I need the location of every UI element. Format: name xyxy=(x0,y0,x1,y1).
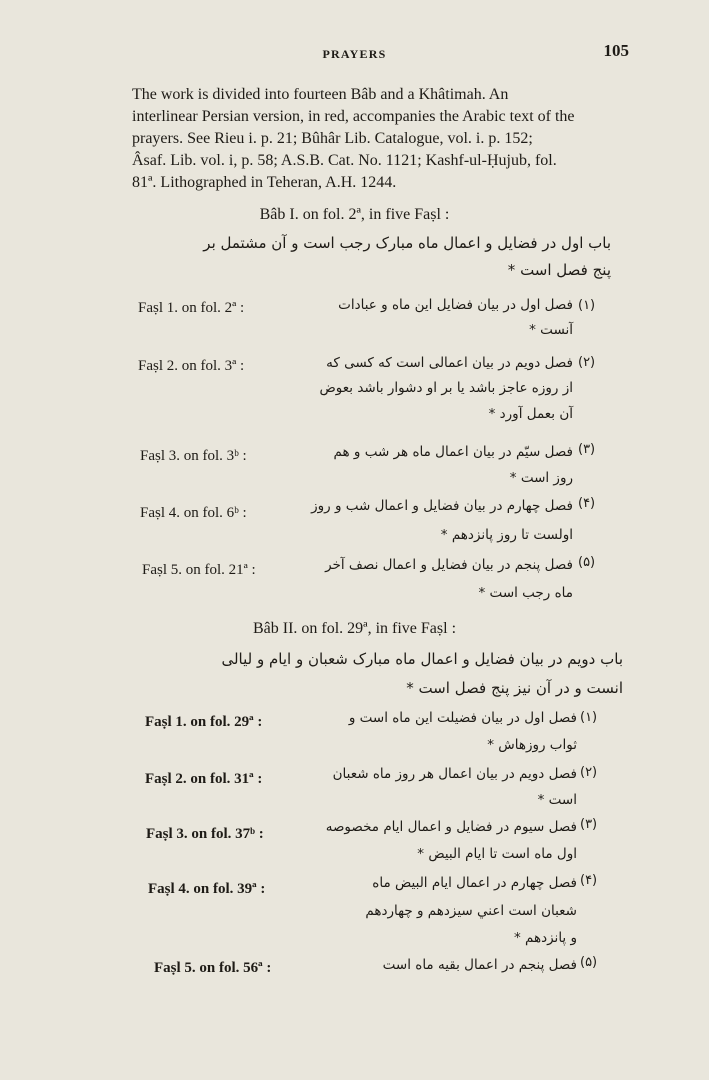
bab1-fasl-2-label: Faṣl 2. on fol. 3ª : xyxy=(138,358,245,374)
running-head: PRAYERS xyxy=(322,47,387,61)
bab2-fasl-5-number: (۵) xyxy=(580,955,598,970)
bab-2-arabic-line: باب دویم در بیان فضایل و اعمال ماه مبارک شعبان و ایام و لیالی xyxy=(221,650,623,668)
bab2-fasl-1-arabic: ثواب روزهاش * xyxy=(487,737,577,753)
bab2-fasl-3-arabic: فصل سیوم در فضایل و اعمال ایام مخصوصه xyxy=(325,819,577,835)
bab2-fasl-4-arabic: فصل چهارم در اعمال ایام البیض ماه xyxy=(372,875,577,891)
bab2-fasl-4-label: Faṣl 4. on fol. 39ª : xyxy=(148,881,266,897)
bab2-fasl-4-arabic: شعبان است اعني سیزدهم و چهاردهم xyxy=(365,903,577,919)
bab1-fasl-5-number: (۵) xyxy=(578,555,596,570)
bab1-fasl-1-arabic: آنست * xyxy=(529,322,573,338)
bab-2-heading: Bâb II. on fol. 29ª, in five Faṣl : xyxy=(252,620,457,637)
bab1-fasl-5-arabic: فصل پنجم در بیان فضایل و اعمال نصف آخر xyxy=(325,557,573,573)
intro-paragraph xyxy=(132,84,632,194)
bab2-fasl-1-number: (۱) xyxy=(580,710,598,725)
bab-1-arabic-line: پنج فصل است * xyxy=(507,261,611,279)
intro-line: Âsaf. Lib. vol. i, p. 58; A.S.B. Cat. No. 1121; Kashf-ul-Ḥujub, fol. xyxy=(132,152,557,169)
bab-1-arabic-line: باب اول در فضایل و اعمال ماه مبارک رجب است و آن مشتمل بر xyxy=(203,234,611,252)
bab1-fasl-2-arabic: از روزه عاجز باشد یا بر او دشوار باشد بعوض xyxy=(319,380,573,396)
bab1-fasl-1-label: Faṣl 1. on fol. 2ª : xyxy=(138,300,245,316)
bab1-fasl-3-number: (۳) xyxy=(578,442,596,457)
bab2-fasl-1-arabic: فصل اول در بیان فضیلت این ماه است و xyxy=(348,710,577,726)
bab2-fasl-2-arabic: فصل دویم در بیان اعمال هر روز ماه شعبان xyxy=(332,766,577,782)
bab1-fasl-4-arabic: فصل چهارم در بیان فضایل و اعمال شب و روز xyxy=(311,498,573,514)
bab1-fasl-2-number: (۲) xyxy=(578,355,596,370)
intro-line: interlinear Persian version, in red, accompanies the Arabic text of the xyxy=(132,108,575,125)
bab2-fasl-3-arabic: اول ماه است تا ایام البیض * xyxy=(417,846,577,862)
bab2-fasl-3-label: Faṣl 3. on fol. 37ᵇ : xyxy=(146,826,264,842)
bab1-fasl-5-label: Faṣl 5. on fol. 21ª : xyxy=(142,562,256,578)
bab2-fasl-4-arabic: و پانزدهم * xyxy=(513,930,577,946)
bab1-fasl-3-label: Faṣl 3. on fol. 3ᵇ : xyxy=(140,448,247,464)
bab-2-arabic-line: انست و در آن نیز پنج فصل است * xyxy=(406,679,623,697)
bab1-fasl-2-arabic: آن بعمل آورد * xyxy=(488,406,573,422)
intro-line: The work is divided into fourteen Bâb and a Khâtimah. An xyxy=(132,86,509,103)
intro-line: 81ª. Lithographed in Teheran, A.H. 1244. xyxy=(132,174,397,191)
intro-line: prayers. See Rieu i. p. 21; Bûhâr Lib. Catalogue, vol. i. p. 152; xyxy=(132,130,533,147)
bab1-fasl-5-arabic: ماه رجب است * xyxy=(478,585,573,601)
bab2-fasl-3-number: (۳) xyxy=(580,817,598,832)
bab-1-heading: Bâb I. on fol. 2ª, in five Faṣl : xyxy=(259,206,450,223)
bab1-fasl-1-arabic: فصل اول در بیان فضایل این ماه و عبادات xyxy=(338,297,573,313)
bab2-fasl-5-arabic: فصل پنجم در اعمال بقیه ماه است xyxy=(382,957,577,973)
bab1-fasl-4-label: Faṣl 4. on fol. 6ᵇ : xyxy=(140,505,247,521)
bab2-fasl-2-arabic: است * xyxy=(537,792,577,808)
bab2-fasl-5-label: Faṣl 5. on fol. 56ª : xyxy=(154,960,272,976)
bab1-fasl-3-arabic: فصل سیّم در بیان اعمال ماه هر شب و هم xyxy=(333,444,573,460)
bab2-fasl-2-number: (۲) xyxy=(580,765,598,780)
bab1-fasl-4-arabic: اولست تا روز پانزدهم * xyxy=(440,527,573,543)
bab1-fasl-2-arabic: فصل دویم در بیان اعمالی است که کسی که xyxy=(326,355,573,371)
bab1-fasl-1-number: (۱) xyxy=(578,298,596,313)
bab1-fasl-3-arabic: روز است * xyxy=(509,470,573,486)
bab2-fasl-2-label: Faṣl 2. on fol. 31ª : xyxy=(145,771,263,787)
bab2-fasl-1-label: Faṣl 1. on fol. 29ª : xyxy=(145,714,263,730)
bab1-fasl-4-number: (۴) xyxy=(578,496,596,511)
bab2-fasl-4-number: (۴) xyxy=(580,873,598,888)
page-number: 105 xyxy=(603,41,629,60)
